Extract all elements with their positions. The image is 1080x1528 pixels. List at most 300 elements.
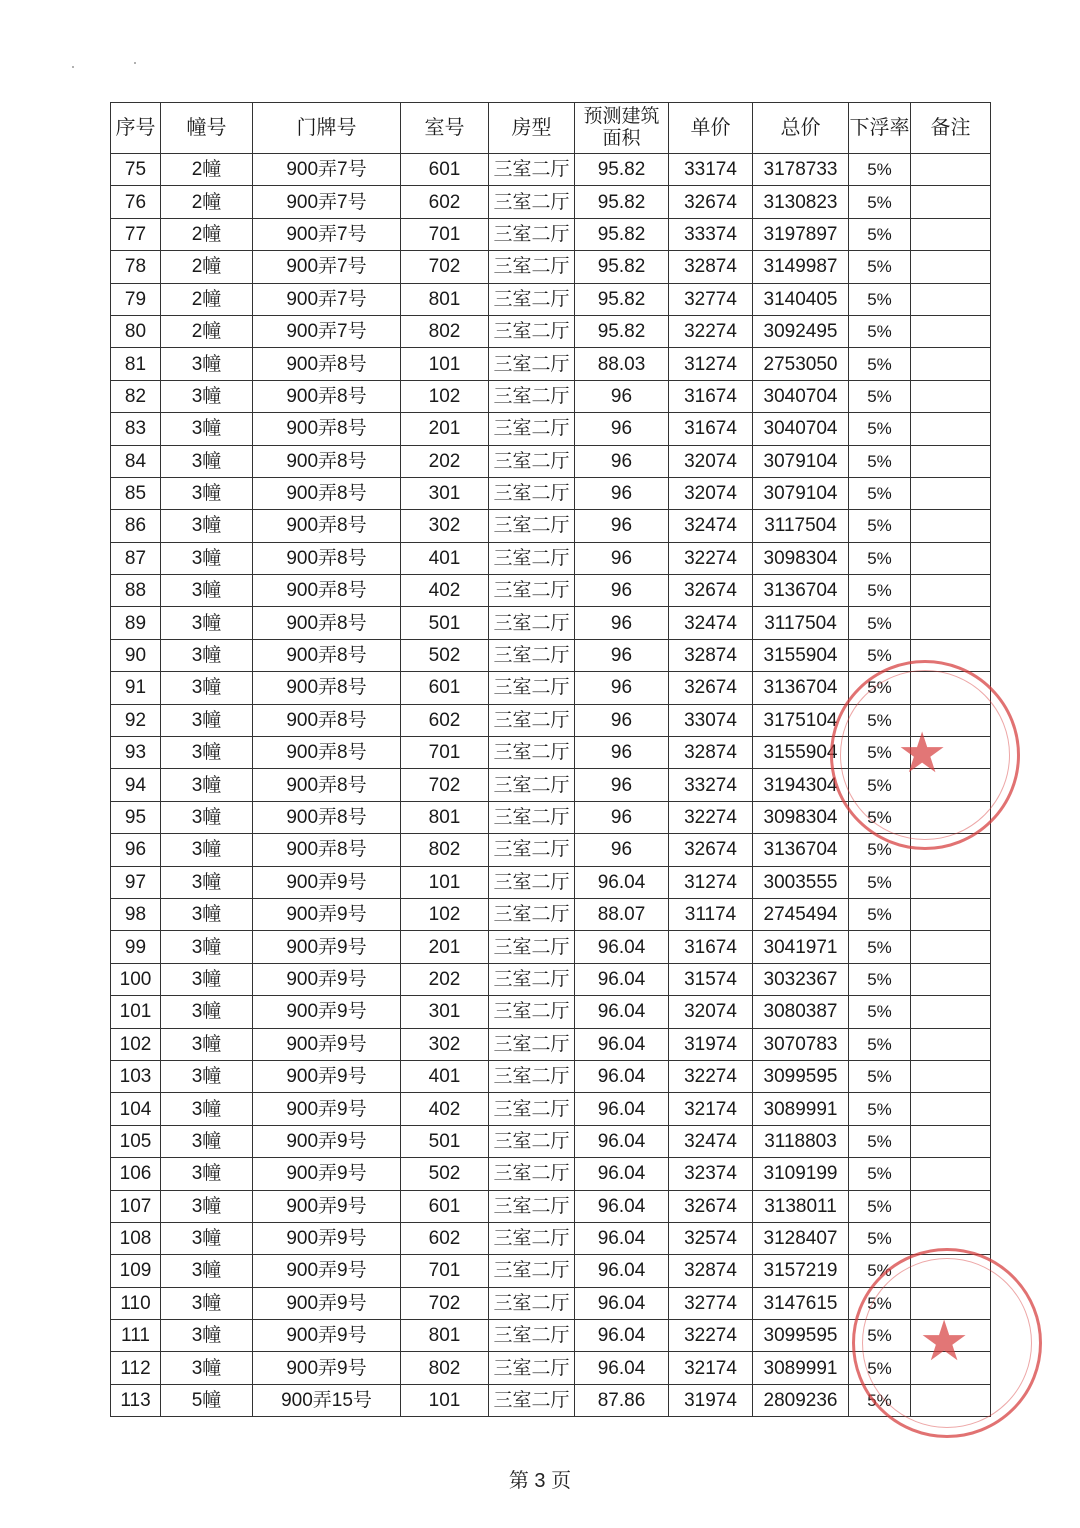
cell-area: 88.07 <box>575 898 669 930</box>
cell-room-number: 502 <box>401 1158 489 1190</box>
cell-unit-price: 32274 <box>669 315 753 347</box>
cell-building: 2幢 <box>161 154 253 186</box>
cell-area: 96.04 <box>575 1125 669 1157</box>
table-body <box>111 154 991 1417</box>
cell-door-number: 900弄9号 <box>253 1320 401 1352</box>
cell-layout: 三室二厅 <box>489 866 575 898</box>
cell-total-price: 3080387 <box>753 996 849 1028</box>
table-row <box>111 866 991 898</box>
cell-building: 3幢 <box>161 834 253 866</box>
cell-remarks <box>911 1384 991 1416</box>
header-index: 序号 <box>111 103 161 154</box>
cell-building: 3幢 <box>161 1287 253 1319</box>
cell-room-number: 702 <box>401 251 489 283</box>
cell-building: 3幢 <box>161 1255 253 1287</box>
cell-discount-rate: 5% <box>849 769 911 801</box>
table-row <box>111 1190 991 1222</box>
cell-total-price: 3099595 <box>753 1060 849 1092</box>
cell-building: 3幢 <box>161 672 253 704</box>
cell-index: 87 <box>111 542 161 574</box>
table-row <box>111 1320 991 1352</box>
cell-layout: 三室二厅 <box>489 607 575 639</box>
cell-discount-rate: 5% <box>849 931 911 963</box>
cell-building: 3幢 <box>161 931 253 963</box>
cell-door-number: 900弄8号 <box>253 672 401 704</box>
cell-room-number: 102 <box>401 380 489 412</box>
cell-unit-price: 32874 <box>669 251 753 283</box>
cell-room-number: 102 <box>401 898 489 930</box>
cell-room-number: 501 <box>401 1125 489 1157</box>
cell-index: 102 <box>111 1028 161 1060</box>
cell-building: 3幢 <box>161 445 253 477</box>
cell-room-number: 201 <box>401 413 489 445</box>
cell-index: 108 <box>111 1222 161 1254</box>
cell-discount-rate: 5% <box>849 672 911 704</box>
cell-area: 96.04 <box>575 1190 669 1222</box>
cell-area: 96.04 <box>575 931 669 963</box>
cell-index: 103 <box>111 1060 161 1092</box>
cell-discount-rate: 5% <box>849 639 911 671</box>
cell-door-number: 900弄9号 <box>253 1060 401 1092</box>
cell-discount-rate: 5% <box>849 1158 911 1190</box>
cell-door-number: 900弄8号 <box>253 704 401 736</box>
cell-area: 96 <box>575 704 669 736</box>
cell-door-number: 900弄9号 <box>253 866 401 898</box>
cell-layout: 三室二厅 <box>489 704 575 736</box>
cell-layout: 三室二厅 <box>489 315 575 347</box>
cell-remarks <box>911 218 991 250</box>
cell-room-number: 101 <box>401 348 489 380</box>
cell-building: 5幢 <box>161 1384 253 1416</box>
cell-room-number: 202 <box>401 963 489 995</box>
cell-discount-rate: 5% <box>849 1384 911 1416</box>
cell-index: 106 <box>111 1158 161 1190</box>
cell-room-number: 601 <box>401 1190 489 1222</box>
cell-area: 96 <box>575 510 669 542</box>
cell-index: 107 <box>111 1190 161 1222</box>
cell-total-price: 2745494 <box>753 898 849 930</box>
cell-total-price: 3099595 <box>753 1320 849 1352</box>
cell-remarks <box>911 1320 991 1352</box>
cell-remarks <box>911 1093 991 1125</box>
cell-layout: 三室二厅 <box>489 542 575 574</box>
cell-layout: 三室二厅 <box>489 1190 575 1222</box>
header-area <box>575 103 669 154</box>
cell-area: 96.04 <box>575 1093 669 1125</box>
cell-area: 96 <box>575 607 669 639</box>
header-area-line2: 面积 <box>602 128 641 149</box>
table-row <box>111 639 991 671</box>
cell-layout: 三室二厅 <box>489 1158 575 1190</box>
cell-layout: 三室二厅 <box>489 1384 575 1416</box>
header-total-price: 总价 <box>753 103 849 154</box>
cell-unit-price: 33174 <box>669 154 753 186</box>
cell-room-number: 601 <box>401 154 489 186</box>
cell-building: 3幢 <box>161 1028 253 1060</box>
table-row <box>111 769 991 801</box>
cell-total-price: 3098304 <box>753 801 849 833</box>
cell-area: 95.82 <box>575 218 669 250</box>
cell-index: 110 <box>111 1287 161 1319</box>
cell-unit-price: 31974 <box>669 1028 753 1060</box>
cell-discount-rate: 5% <box>849 1190 911 1222</box>
cell-total-price: 3089991 <box>753 1093 849 1125</box>
cell-remarks <box>911 737 991 769</box>
cell-door-number: 900弄8号 <box>253 380 401 412</box>
cell-area: 95.82 <box>575 283 669 315</box>
cell-remarks <box>911 510 991 542</box>
cell-remarks <box>911 1287 991 1319</box>
cell-door-number: 900弄8号 <box>253 575 401 607</box>
cell-remarks <box>911 575 991 607</box>
cell-remarks <box>911 801 991 833</box>
cell-discount-rate: 5% <box>849 575 911 607</box>
table-row <box>111 348 991 380</box>
cell-index: 86 <box>111 510 161 542</box>
cell-discount-rate: 5% <box>849 996 911 1028</box>
cell-index: 82 <box>111 380 161 412</box>
cell-room-number: 701 <box>401 1255 489 1287</box>
cell-unit-price: 32474 <box>669 1125 753 1157</box>
cell-remarks <box>911 542 991 574</box>
cell-building: 3幢 <box>161 866 253 898</box>
cell-discount-rate: 5% <box>849 315 911 347</box>
cell-area: 96.04 <box>575 1222 669 1254</box>
cell-door-number: 900弄9号 <box>253 1125 401 1157</box>
cell-unit-price: 32274 <box>669 1060 753 1092</box>
cell-building: 3幢 <box>161 1158 253 1190</box>
table-row <box>111 834 991 866</box>
cell-building: 3幢 <box>161 1352 253 1384</box>
cell-room-number: 802 <box>401 834 489 866</box>
header-unit-price: 单价 <box>669 103 753 154</box>
housing-price-table <box>110 102 991 1417</box>
table-row <box>111 1352 991 1384</box>
cell-building: 3幢 <box>161 639 253 671</box>
cell-building: 3幢 <box>161 413 253 445</box>
table-row <box>111 315 991 347</box>
cell-area: 96.04 <box>575 1255 669 1287</box>
cell-building: 2幢 <box>161 218 253 250</box>
cell-unit-price: 31574 <box>669 963 753 995</box>
cell-index: 101 <box>111 996 161 1028</box>
cell-layout: 三室二厅 <box>489 1028 575 1060</box>
cell-remarks <box>911 154 991 186</box>
header-area-line1: 预测建筑 <box>583 106 660 127</box>
cell-area: 96.04 <box>575 963 669 995</box>
cell-layout: 三室二厅 <box>489 510 575 542</box>
cell-discount-rate: 5% <box>849 251 911 283</box>
cell-building: 3幢 <box>161 801 253 833</box>
cell-total-price: 3155904 <box>753 639 849 671</box>
table-row <box>111 1060 991 1092</box>
cell-unit-price: 33374 <box>669 218 753 250</box>
cell-total-price: 3070783 <box>753 1028 849 1060</box>
cell-area: 96.04 <box>575 1287 669 1319</box>
cell-unit-price: 32074 <box>669 445 753 477</box>
cell-layout: 三室二厅 <box>489 348 575 380</box>
cell-discount-rate: 5% <box>849 413 911 445</box>
cell-layout: 三室二厅 <box>489 186 575 218</box>
cell-door-number: 900弄9号 <box>253 996 401 1028</box>
cell-remarks <box>911 963 991 995</box>
cell-remarks <box>911 1060 991 1092</box>
cell-room-number: 302 <box>401 510 489 542</box>
cell-unit-price: 32474 <box>669 510 753 542</box>
cell-unit-price: 32874 <box>669 639 753 671</box>
cell-index: 109 <box>111 1255 161 1287</box>
cell-room-number: 401 <box>401 542 489 574</box>
cell-total-price: 3109199 <box>753 1158 849 1190</box>
table-row <box>111 283 991 315</box>
cell-total-price: 2809236 <box>753 1384 849 1416</box>
table-row <box>111 575 991 607</box>
cell-room-number: 802 <box>401 315 489 347</box>
cell-unit-price: 32574 <box>669 1222 753 1254</box>
cell-room-number: 402 <box>401 575 489 607</box>
cell-area: 96 <box>575 834 669 866</box>
cell-layout: 三室二厅 <box>489 1287 575 1319</box>
cell-discount-rate: 5% <box>849 542 911 574</box>
cell-area: 95.82 <box>575 154 669 186</box>
cell-door-number: 900弄8号 <box>253 445 401 477</box>
cell-unit-price: 32274 <box>669 1320 753 1352</box>
cell-room-number: 702 <box>401 769 489 801</box>
table-row <box>111 218 991 250</box>
cell-remarks <box>911 1125 991 1157</box>
cell-room-number: 502 <box>401 639 489 671</box>
cell-index: 94 <box>111 769 161 801</box>
cell-layout: 三室二厅 <box>489 283 575 315</box>
cell-building: 3幢 <box>161 996 253 1028</box>
cell-room-number: 101 <box>401 1384 489 1416</box>
table-row <box>111 1028 991 1060</box>
cell-layout: 三室二厅 <box>489 1320 575 1352</box>
cell-remarks <box>911 1028 991 1060</box>
cell-discount-rate: 5% <box>849 801 911 833</box>
cell-layout: 三室二厅 <box>489 1352 575 1384</box>
cell-unit-price: 31274 <box>669 866 753 898</box>
cell-remarks <box>911 704 991 736</box>
cell-door-number: 900弄8号 <box>253 834 401 866</box>
cell-layout: 三室二厅 <box>489 380 575 412</box>
cell-door-number: 900弄9号 <box>253 931 401 963</box>
cell-building: 3幢 <box>161 380 253 412</box>
cell-index: 81 <box>111 348 161 380</box>
cell-remarks <box>911 1352 991 1384</box>
cell-door-number: 900弄9号 <box>253 1093 401 1125</box>
cell-building: 3幢 <box>161 575 253 607</box>
table-row <box>111 154 991 186</box>
cell-layout: 三室二厅 <box>489 477 575 509</box>
cell-layout: 三室二厅 <box>489 575 575 607</box>
cell-total-price: 3117504 <box>753 510 849 542</box>
cell-discount-rate: 5% <box>849 380 911 412</box>
table-row <box>111 672 991 704</box>
cell-door-number: 900弄9号 <box>253 1287 401 1319</box>
header-door-number: 门牌号 <box>253 103 401 154</box>
cell-room-number: 202 <box>401 445 489 477</box>
cell-building: 3幢 <box>161 1222 253 1254</box>
cell-building: 3幢 <box>161 1190 253 1222</box>
cell-room-number: 602 <box>401 1222 489 1254</box>
table-row <box>111 1287 991 1319</box>
header-discount-rate: 下浮率 <box>849 103 911 154</box>
cell-room-number: 801 <box>401 801 489 833</box>
cell-layout: 三室二厅 <box>489 931 575 963</box>
cell-discount-rate: 5% <box>849 154 911 186</box>
cell-index: 83 <box>111 413 161 445</box>
table-row <box>111 186 991 218</box>
cell-unit-price: 32674 <box>669 834 753 866</box>
cell-unit-price: 32374 <box>669 1158 753 1190</box>
cell-building: 3幢 <box>161 704 253 736</box>
cell-discount-rate: 5% <box>849 1222 911 1254</box>
table-row <box>111 704 991 736</box>
cell-index: 80 <box>111 315 161 347</box>
cell-layout: 三室二厅 <box>489 898 575 930</box>
cell-area: 95.82 <box>575 251 669 283</box>
cell-index: 88 <box>111 575 161 607</box>
cell-area: 88.03 <box>575 348 669 380</box>
cell-unit-price: 32774 <box>669 1287 753 1319</box>
cell-area: 96.04 <box>575 1028 669 1060</box>
cell-total-price: 3149987 <box>753 251 849 283</box>
cell-building: 3幢 <box>161 1125 253 1157</box>
cell-unit-price: 32674 <box>669 575 753 607</box>
cell-room-number: 701 <box>401 737 489 769</box>
cell-room-number: 402 <box>401 1093 489 1125</box>
cell-discount-rate: 5% <box>849 477 911 509</box>
cell-building: 2幢 <box>161 283 253 315</box>
cell-layout: 三室二厅 <box>489 639 575 671</box>
cell-index: 105 <box>111 1125 161 1157</box>
cell-remarks <box>911 186 991 218</box>
cell-index: 92 <box>111 704 161 736</box>
cell-remarks <box>911 672 991 704</box>
cell-layout: 三室二厅 <box>489 413 575 445</box>
cell-area: 95.82 <box>575 186 669 218</box>
scan-speck <box>72 66 74 68</box>
table-row <box>111 607 991 639</box>
cell-index: 112 <box>111 1352 161 1384</box>
cell-unit-price: 32674 <box>669 1190 753 1222</box>
cell-discount-rate: 5% <box>849 348 911 380</box>
cell-unit-price: 32074 <box>669 477 753 509</box>
cell-building: 3幢 <box>161 898 253 930</box>
cell-area: 96 <box>575 413 669 445</box>
table-row <box>111 413 991 445</box>
cell-discount-rate: 5% <box>849 1028 911 1060</box>
cell-unit-price: 32074 <box>669 996 753 1028</box>
cell-room-number: 601 <box>401 672 489 704</box>
cell-total-price: 3089991 <box>753 1352 849 1384</box>
cell-unit-price: 32874 <box>669 737 753 769</box>
cell-remarks <box>911 445 991 477</box>
cell-unit-price: 33074 <box>669 704 753 736</box>
header-room-number: 室号 <box>401 103 489 154</box>
cell-room-number: 501 <box>401 607 489 639</box>
header-remarks: 备注 <box>911 103 991 154</box>
cell-index: 84 <box>111 445 161 477</box>
cell-door-number: 900弄7号 <box>253 251 401 283</box>
scan-speck <box>134 62 136 64</box>
cell-building: 3幢 <box>161 510 253 542</box>
cell-total-price: 3040704 <box>753 413 849 445</box>
cell-index: 95 <box>111 801 161 833</box>
cell-area: 96.04 <box>575 1060 669 1092</box>
cell-room-number: 701 <box>401 218 489 250</box>
cell-building: 2幢 <box>161 315 253 347</box>
red-seal-star-icon: ★ <box>897 721 948 784</box>
cell-room-number: 702 <box>401 1287 489 1319</box>
cell-layout: 三室二厅 <box>489 218 575 250</box>
cell-remarks <box>911 1222 991 1254</box>
table-row <box>111 1125 991 1157</box>
cell-layout: 三室二厅 <box>489 963 575 995</box>
cell-discount-rate: 5% <box>849 1125 911 1157</box>
cell-unit-price: 31674 <box>669 931 753 963</box>
cell-index: 104 <box>111 1093 161 1125</box>
table-row <box>111 801 991 833</box>
cell-discount-rate: 5% <box>849 607 911 639</box>
cell-total-price: 3128407 <box>753 1222 849 1254</box>
cell-area: 96.04 <box>575 1352 669 1384</box>
cell-room-number: 602 <box>401 186 489 218</box>
cell-discount-rate: 5% <box>849 737 911 769</box>
cell-building: 2幢 <box>161 186 253 218</box>
cell-area: 87.86 <box>575 1384 669 1416</box>
cell-discount-rate: 5% <box>849 1287 911 1319</box>
cell-door-number: 900弄8号 <box>253 737 401 769</box>
cell-door-number: 900弄8号 <box>253 510 401 542</box>
cell-index: 113 <box>111 1384 161 1416</box>
table-row <box>111 445 991 477</box>
cell-total-price: 3178733 <box>753 154 849 186</box>
cell-door-number: 900弄7号 <box>253 283 401 315</box>
cell-remarks <box>911 834 991 866</box>
cell-area: 96 <box>575 639 669 671</box>
cell-remarks <box>911 898 991 930</box>
table-row <box>111 1093 991 1125</box>
cell-room-number: 602 <box>401 704 489 736</box>
table-row <box>111 380 991 412</box>
cell-index: 79 <box>111 283 161 315</box>
cell-remarks <box>911 1255 991 1287</box>
cell-area: 96 <box>575 542 669 574</box>
cell-area: 96 <box>575 769 669 801</box>
cell-discount-rate: 5% <box>849 1255 911 1287</box>
cell-layout: 三室二厅 <box>489 1093 575 1125</box>
cell-door-number: 900弄9号 <box>253 1222 401 1254</box>
cell-remarks <box>911 315 991 347</box>
cell-remarks <box>911 348 991 380</box>
cell-unit-price: 32274 <box>669 801 753 833</box>
table-row <box>111 477 991 509</box>
cell-door-number: 900弄8号 <box>253 801 401 833</box>
cell-building: 3幢 <box>161 769 253 801</box>
cell-discount-rate: 5% <box>849 186 911 218</box>
cell-unit-price: 32674 <box>669 186 753 218</box>
cell-unit-price: 31174 <box>669 898 753 930</box>
cell-total-price: 3003555 <box>753 866 849 898</box>
cell-layout: 三室二厅 <box>489 737 575 769</box>
table-row <box>111 898 991 930</box>
cell-total-price: 3130823 <box>753 186 849 218</box>
cell-area: 96.04 <box>575 866 669 898</box>
cell-discount-rate: 5% <box>849 1352 911 1384</box>
cell-total-price: 3197897 <box>753 218 849 250</box>
